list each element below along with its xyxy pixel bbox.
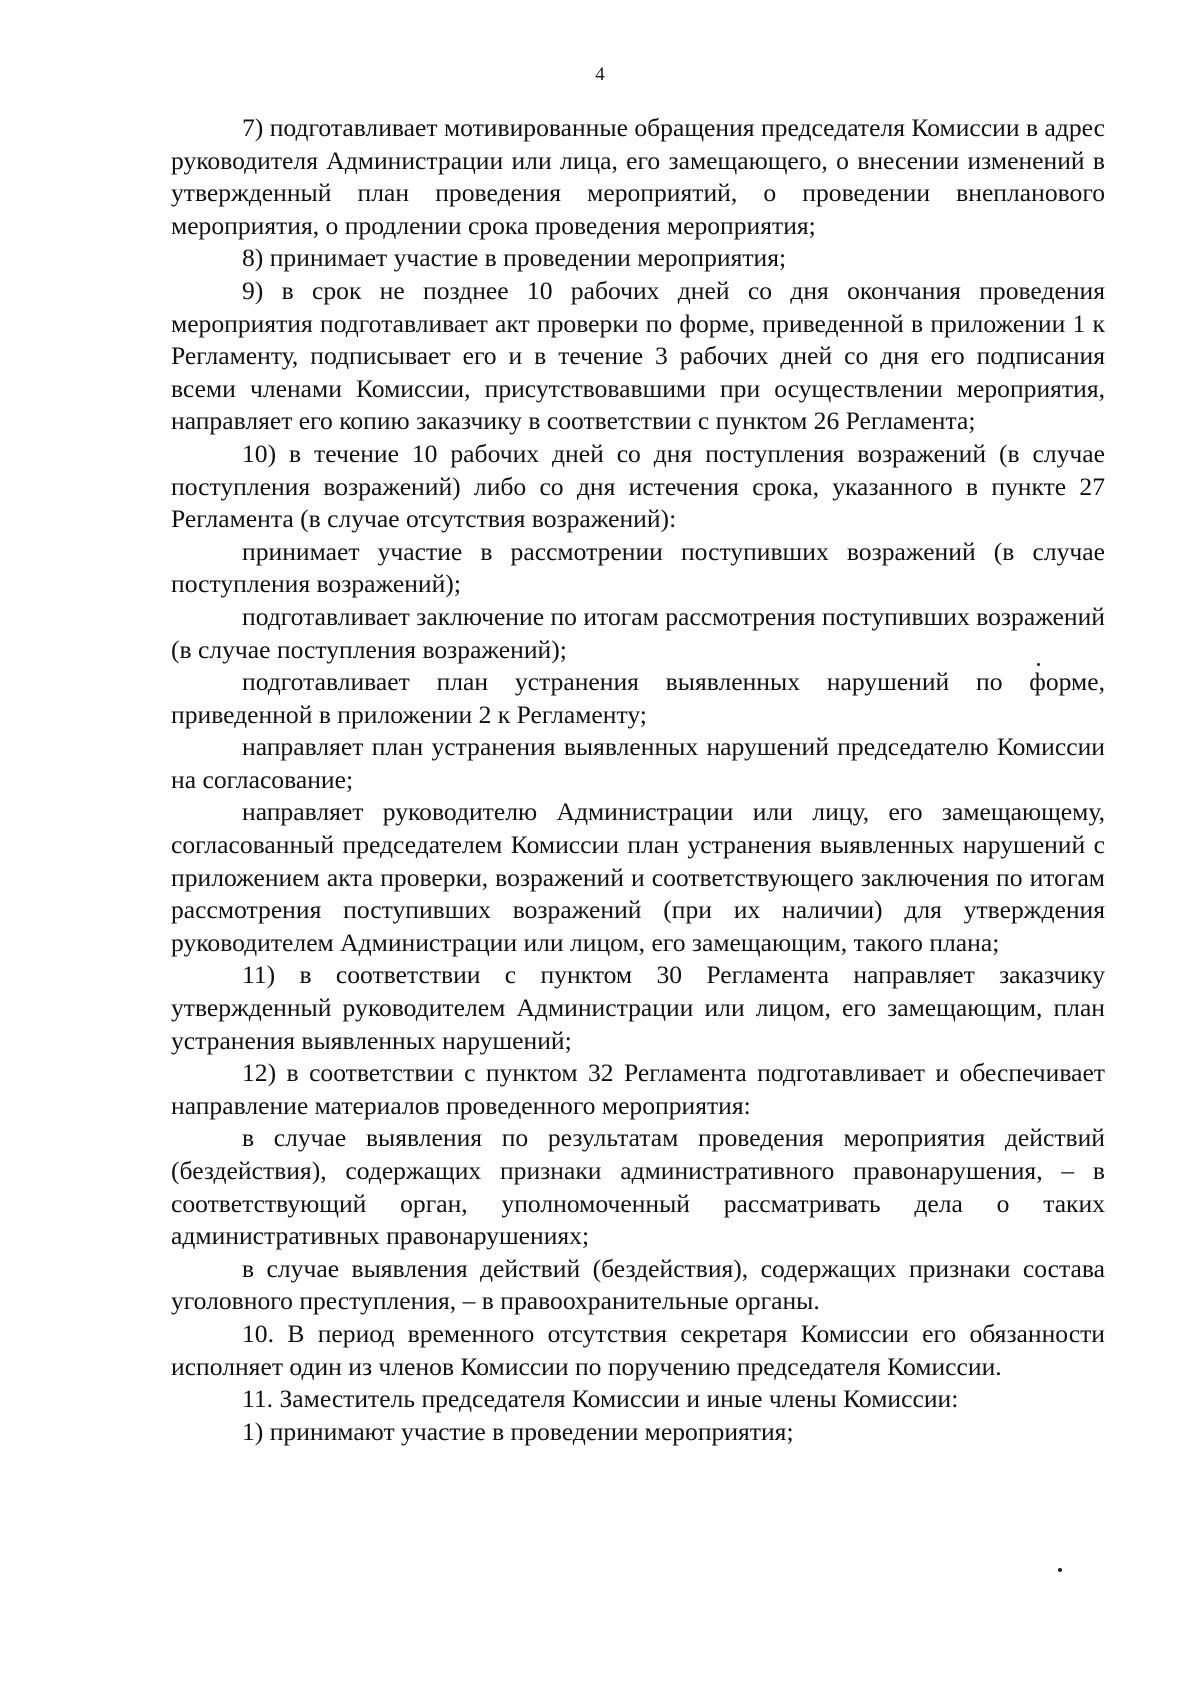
paragraph-item-10: 10) в течение 10 рабочих дней со дня поступления возражений (в случае поступления возражений) либо со дня истечения срока, указанного в пункте 27 Регламента (в случае отсутствия возражений): [171,438,1105,534]
paragraph-item-8: 8) принимает участие в проведении мероприятия; [242,243,787,273]
document-body [171,112,1105,1448]
paragraph-subitem-plan-approval: направляет план устранения выявленных нарушений председателю Комиссии на согласование; [171,732,1105,794]
paragraph-subitem-remediation-plan: подготавливает план устранения выявленных нарушений по форме, приведенной в приложении 2 к Регламенту; [171,667,1105,729]
paragraph-subitem-criminal: в случае выявления действий (бездействия), содержащих признаки состава уголовного преступления, – в правоохранительные органы. [171,1253,1105,1316]
paragraph-section-10: 10. В период временного отсутствия секретаря Комиссии его обязанности исполняет один из членов Комиссии по поручению председателя Комиссии. [171,1318,1105,1381]
page-number: 4 [595,64,605,85]
scan-speck [1058,1568,1062,1572]
paragraph-item-7: 7) подготавливает мотивированные обращения председателя Комиссии в адрес руководителя Администрации или лица, его замещающего, о внесении изменений в утвержденный план проведения мероприятий, о проведении внепланового мероприятия, о продлении срока проведения мероприятия; [171,113,1105,240]
paragraph-subitem-objections-review: принимает участие в рассмотрении поступивших возражений (в случае поступления возражений); [171,536,1105,599]
paragraph-subitem-administrative: в случае выявления по результатам проведения мероприятия действий (бездействия), содержащих признаки административного правонарушения, – в соответствующий орган, уполномоченный рассматривать дела о таких административных правонарушениях; [171,1123,1105,1251]
paragraph-section-11: 11. Заместитель председателя Комиссии и иные члены Комиссии: [242,1384,959,1414]
paragraph-item-9: 9) в срок не позднее 10 рабочих дней со дня окончания проведения мероприятия подготавливает акт проверки по форме, приведенной в приложении 1 к Регламенту, подписывает его и в течение 3 рабочих дней со дня его подписания всеми членами Комиссии, присутствовавшими при осуществлении мероприятия, направляет его копию заказчику в соответствии с пунктом 26 Регламента; [171,275,1105,436]
paragraph-item-12: 12) в соответствии с пунктом 32 Регламента подготавливает и обеспечивает направление материалов проведенного мероприятия: [171,1058,1105,1120]
scan-speck [1037,663,1040,666]
paragraph-section-11-item-1: 1) принимают участие в проведении мероприятия; [242,1416,794,1446]
paragraph-subitem-conclusion: подготавливает заключение по итогам рассмотрения поступивших возражений (в случае поступления возражений); [171,601,1105,664]
paragraph-subitem-plan-submission: направляет руководителю Администрации или лицу, его замещающему, согласованный председателем Комиссии план устранения выявленных нарушений с приложением акта проверки, возражений и соответствующего заключения по итогам рассмотрения поступивших возражений (при их наличии) для утверждения руководителем Администрации или лицом, его замещающим, такого плана; [171,797,1105,957]
paragraph-item-11: 11) в соответствии с пунктом 30 Регламента направляет заказчику утвержденный руководителем Администрации или лицом, его замещающим, план устранения выявленных нарушений; [171,960,1105,1055]
